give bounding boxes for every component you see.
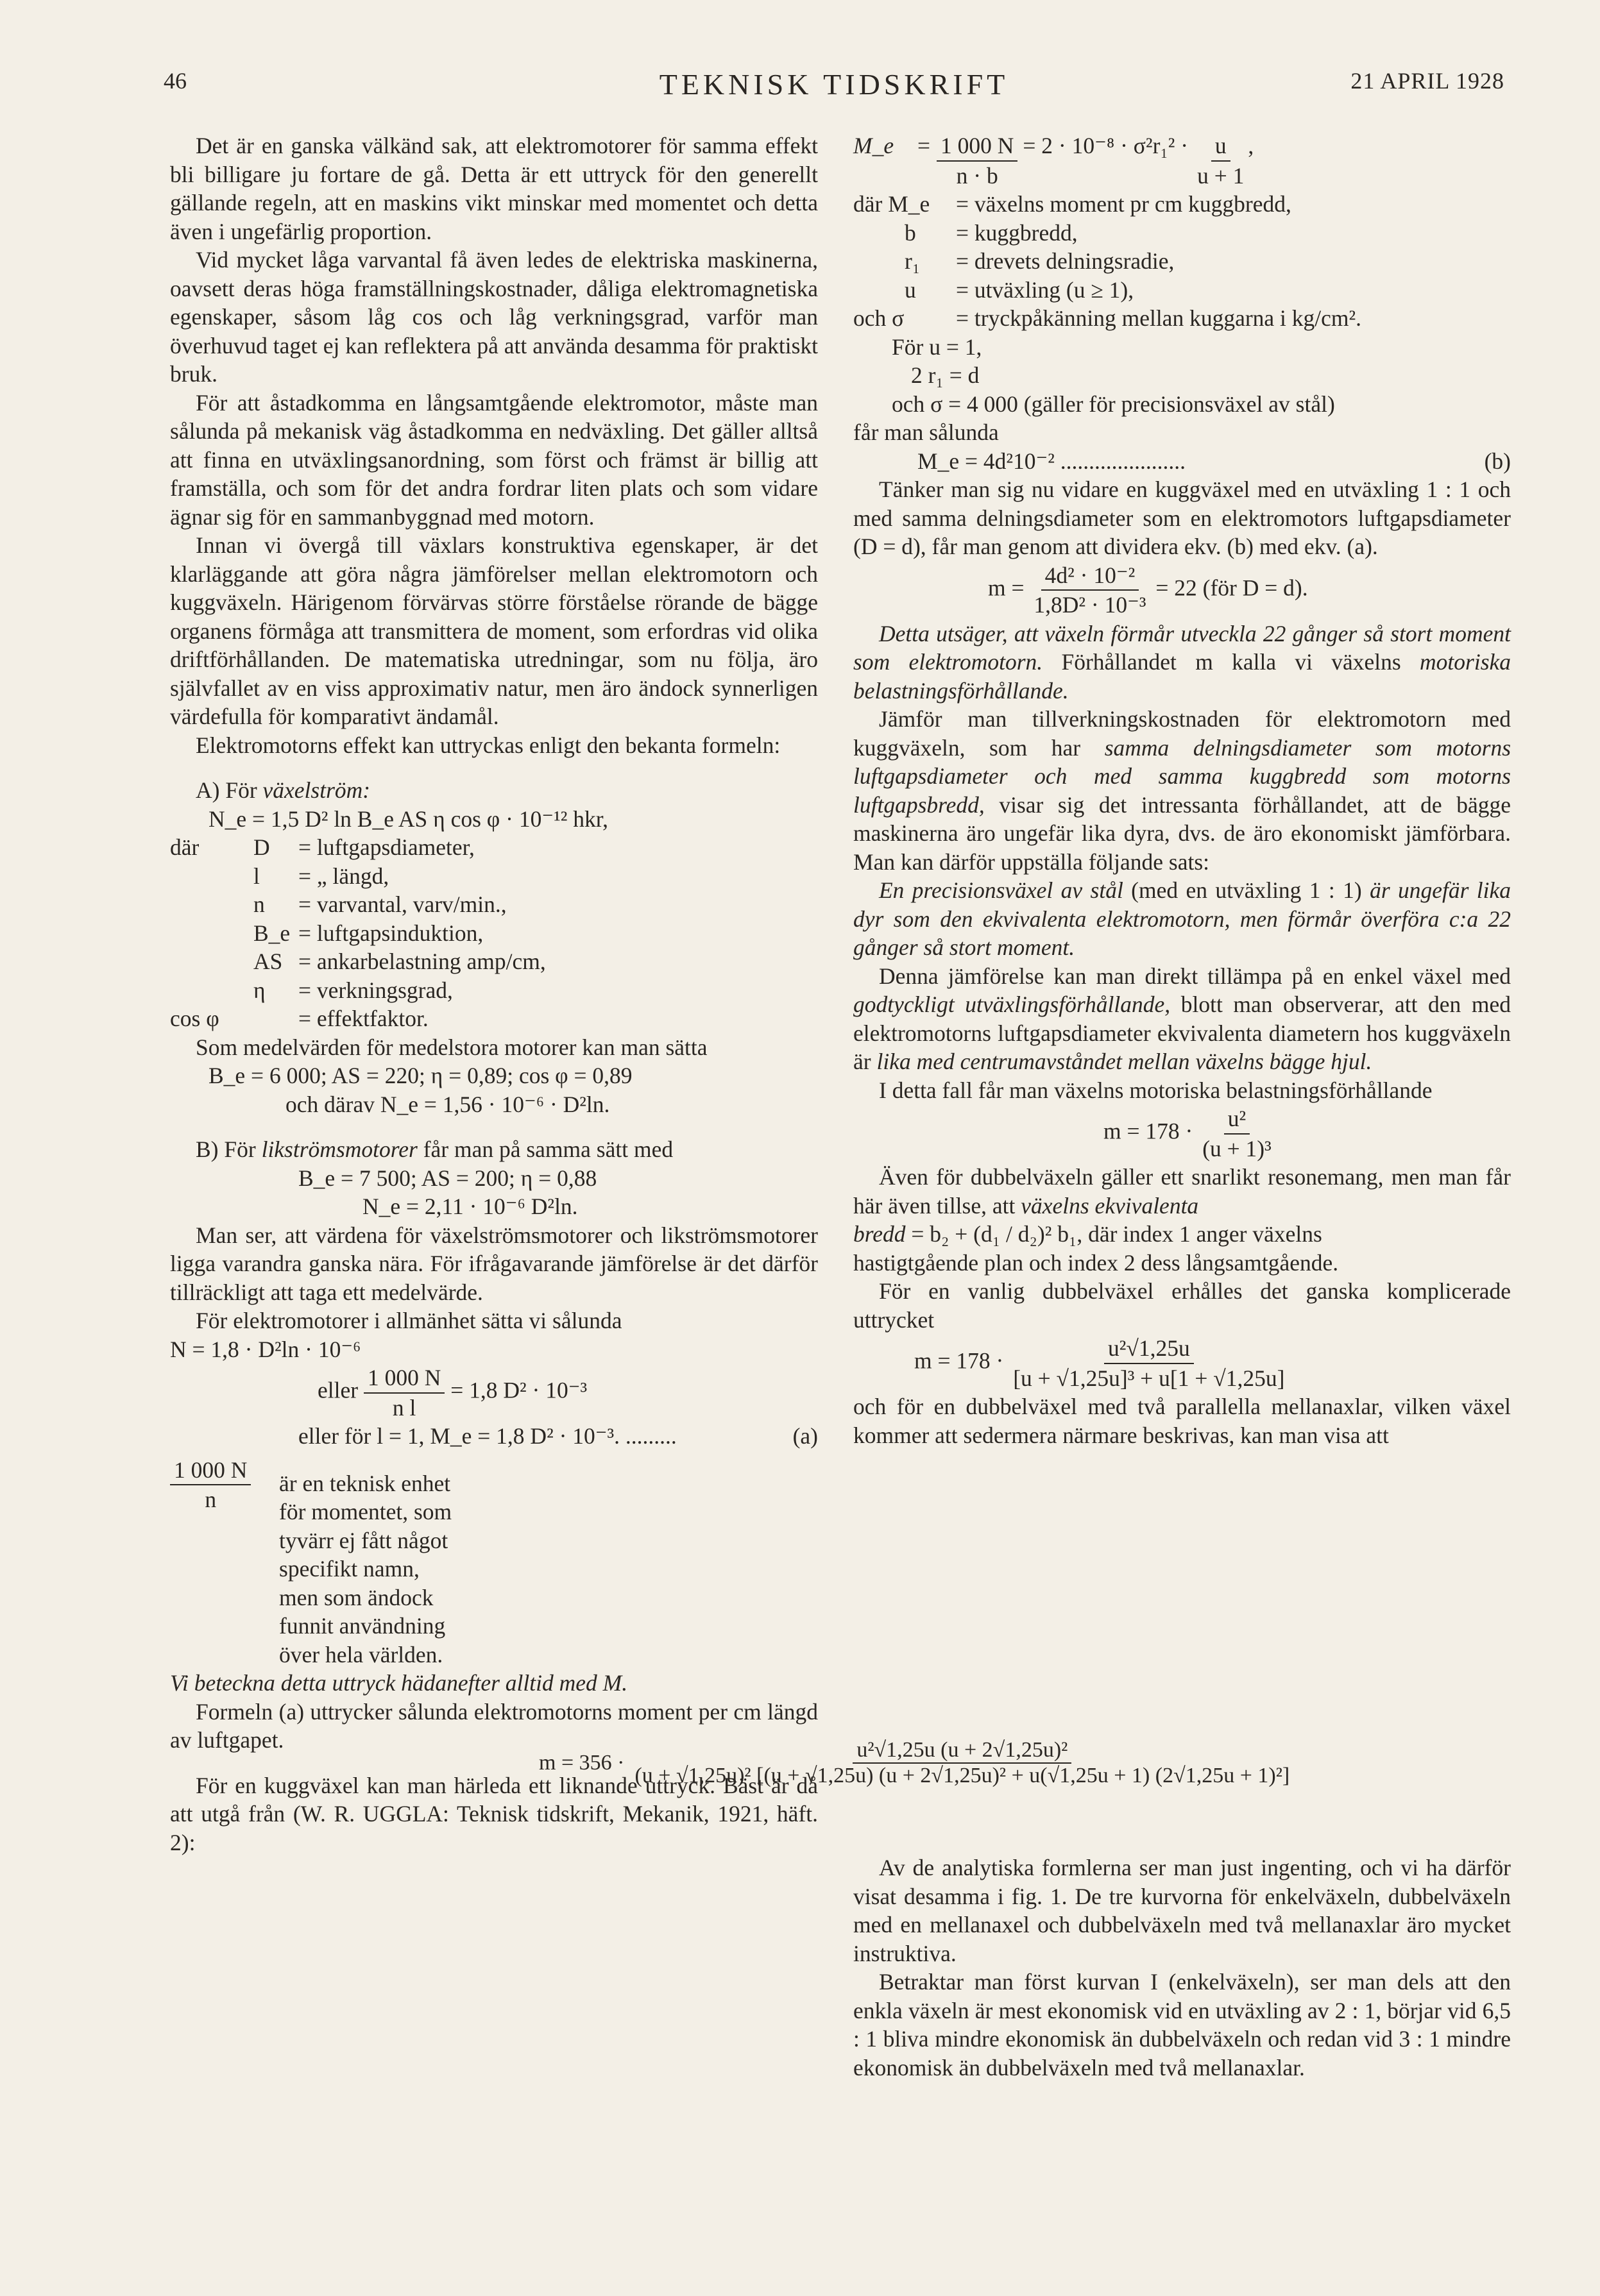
paragraph: Vid mycket låga varvantal få även ledes de elektriska maskinerna, oavsett deras höga framställningskostnader, dåliga elektromagnetiska egenskaper, såsom låg cos och låg verkningsgrad, varför man överhuvud taget ej kan reflektera på att använda desamma för praktiskt bruk. [170,247,818,387]
right-column-continued [853,1853,1511,2082]
section-a-heading: A) För växelström: [196,777,371,803]
paragraph: Betraktar man först kurvan I (enkelväxeln), ser man dels att den enkla växeln är mest ekonomisk vid en utväxling av 2 : 1, börjar vid 6,5 : 1 bliva mindre ekonomisk än dubbelväxeln och redan vid 3 : 1 mindre ekonomisk än dubbelväxeln med två mellanaxlar. [853,1969,1511,2081]
equation-tag: (b) [1484,448,1511,474]
equation-1: N = 1,8 · D²ln · 10⁻⁶ [170,1336,361,1362]
paragraph: För att åstadkomma en långsamtgående elektromotor, måste man sålunda på mekanisk väg åstadkomma en nedväxling. Det gäller alltså att finna en utväxlingsanordning, som först och främst är billig att framställa, och som för det andra fordrar liten plats och som vidare ägnar sig för en sammanbyggnad med motorn. [170,389,818,530]
fraction: $\frac{1 000 N}{\text{n l}}$ [364,1363,445,1422]
equation-a: N_e = 1,5 D² ln B_e AS η cos φ · 10⁻¹² hkr, [209,806,609,832]
def-row: AS = ankarbelastning amp/cm, [253,949,546,974]
equation-d: bredd = b₂ + (d₁ / d₂)² b₁, där index 1 anger växelns [853,1221,1322,1247]
issue-date: 21 APRIL 1928 [1350,68,1504,94]
def-row: cos φ = effektfaktor. [170,1006,429,1031]
paragraph: Även för dubbelväxeln gäller ett snarlikt resonemang, men man får här även tillse, att växelns ekvivalenta [853,1164,1511,1219]
def-row: där D = luftgapsdiameter, [170,834,475,860]
paragraph: I detta fall får man växelns motoriska belastningsförhållande [879,1077,1433,1103]
def-row: l = „ längd, [253,863,389,889]
paragraph: Elektromotorns effekt kan uttryckas enligt den bekanta formeln: [196,732,781,758]
paragraph: Detta utsäger, att växeln förmår utveckla 22 gånger så stort moment som elektromotorn. Förhållandet m kalla vi växelns motoriska belastningsförhållande. [853,620,1511,704]
def-row: B_e = luftgapsinduktion, [253,920,484,946]
paragraph: är en teknisk enhet för momentet, som tyvärr ej fått något specifikt namn, men som ändock funnit användning över hela världen. [279,1470,452,1667]
def-row: b = kuggbredd, [905,219,1078,246]
paragraph: Innan vi övergå till växlars konstruktiva egenskaper, är det klarläggande att göra några jämförelser mellan elektromotorn och kuggväxeln. Härigenom förvärvas större förståelse rörande de bägge organens förmåga att transmittera de moment, som erfordras vid olika driftförhållanden. De matematiska utredningar, som nu följa, äro självfallet av en viss approximativ natur, men äro ändock synnerligen värdefulla för komparativt ändamål. [170,532,818,729]
paragraph: Som medelvärden för medelstora motorer kan man sätta [196,1034,708,1060]
equation-c: m = 178 · $\frac{\text{u²}}{\text{(u + 1)³}}$ [1103,1106,1272,1161]
values-a-result: och därav N_e = 1,56 · 10⁻⁶ · D²ln. [285,1091,610,1117]
equation-f: m = 356 · u²√1,25u (u + 2√1,25u)² (u + √1,25u)² [(u + √1,25u) (u + 2√1,25u)² + u(√1,25u + 1) (2√1,25u + 1)²] [539,1738,1290,1787]
equation-2: eller $\frac{1 000 N}{\text{n l}}$ = 1,8 D² · 10⁻³ [170,1363,818,1422]
paragraph: Jämför man tillverkningskostnaden för elektromotorn med kuggväxeln, som har samma delningsdiameter som motorns luftgapsdiameter och med samma kuggbredd som motorns luftgapsbredd, visar sig det intressanta förhållandet, att de bägge maskinerna äro ungefär lika dyra, dvs. de äro ekonomiskt jämförbara. Man kan därför uppställa följande sats: [853,706,1511,875]
paragraph: hastigtgående plan och index 2 dess långsamtgående. [853,1249,1339,1276]
left-column [170,131,818,1857]
condition: För u = 1, [892,333,982,360]
condition: 2 r₁ = d [911,362,980,388]
paragraph: För en vanlig dubbelväxel erhålles det ganska komplicerade uttrycket [853,1278,1511,1333]
right-column [853,131,1511,1449]
paragraph: Det är en ganska välkänd sak, att elektromotorer för samma effekt bli billigare ju fortare de gå. Detta är ett uttryck för den generellt gällande regeln, att en maskins vikt minskar med momentet och detta även i ungefärlig proportion. [170,133,818,244]
fraction: $\frac{1 000 N}{n}$ [170,1456,251,1514]
running-head [164,67,1504,106]
paragraph: Man ser, att värdena för växelströmsmotorer och likströmsmotorer ligga varandra ganska nära. För ifrågavarande jämförelse är det därför tillräckligt att taga ett medelvärde. [170,1222,818,1305]
def-row: där M_e = växelns moment pr cm kuggbredd, [853,191,1291,217]
paragraph: Denna jämförelse kan man direkt tillämpa på en enkel växel med godtyckligt utväxlingsförhållande, blott man observerar, att den med elektromotorns luftgapsdiameter ekvivalenta diametern hos kuggväxeln är lika med centrumavståndet mellan växelns bägge hjul. [853,963,1511,1074]
page-number: 46 [164,68,187,94]
equation-a-final: eller för l = 1, M_e = 1,8 D² · 10⁻³. ......... (a) [170,1422,818,1451]
equation-gear-moment: M_e = $\frac{1 000 N}{n \cdot b}$ = 2 · 10⁻⁸ · σ²r₁² · $\frac{u}{u + 1}$ , [853,133,1254,189]
values-a: B_e = 6 000; AS = 220; η = 0,89; cos φ = 0,89 [209,1063,633,1088]
values-b: B_e = 7 500; AS = 200; η = 0,88 [298,1165,597,1191]
paragraph: och för en dubbelväxel med två parallella mellanaxlar, vilken växel kommer att sedermera närmare beskrivas, kan man visa att [853,1394,1511,1448]
paragraph: För elektromotorer i allmänhet sätta vi sålunda [196,1308,622,1333]
condition: och σ = 4 000 (gäller för precisionsväxel av stål) [892,391,1335,417]
journal-title: TEKNISK TIDSKRIFT [659,68,1009,101]
equation-tag: (a) [792,1423,818,1449]
def-row: u = utväxling (u ≥ 1), [905,276,1134,303]
equation-b: M_e = 4d²10⁻² ...................... (b) [853,447,1511,476]
def-row: r₁ = drevets delningsradie, [905,248,1175,274]
paragraph: Formeln (a) uttrycker sålunda elektromotorns moment per cm längd av luftgapet. [170,1698,818,1753]
paragraph: får man sålunda [853,419,999,445]
paragraph: För en kuggväxel kan man härleda ett liknande uttryck. Bäst är då att utgå från (W. R. UGGLA: Teknisk tidskrift, Mekanik, 1921, häft. 2): [170,1772,818,1855]
def-row: η = verkningsgrad, [253,977,453,1003]
def-row: och σ = tryckpåkänning mellan kuggarna i kg/cm². [853,305,1362,331]
def-row: n = varvantal, varv/min., [253,891,507,917]
section-b-heading: B) För likströmsmotorer får man på samma sätt med [196,1136,674,1162]
values-b-result: N_e = 2,11 · 10⁻⁶ D²ln. [362,1194,578,1219]
equation-e: m = 178 · $\frac{\text{u²√1,25u}}{\text{[u + √1,25u]³ + u[1 + √1,25u]}}$ [914,1335,1285,1391]
paragraph: Vi beteckna detta uttryck hädanefter alltid med M. [170,1670,628,1696]
paragraph: Av de analytiska formlerna ser man just ingenting, och vi ha därför visat desamma i fig. 1. De tre kurvorna för enkelväxeln, dubbelväxeln med en mellanaxel och dubbelväxeln med två mellanaxlar äro mycket instruktiva. [853,1855,1511,1966]
equation-m: m = $\frac{\text{4d² · 10⁻²}}{\text{1,8D² · 10⁻³}}$ = 22 (för D = d). [988,562,1308,618]
paragraph: Tänker man sig nu vidare en kuggväxel med en utväxling 1 : 1 och med samma delningsdiameter som en elektromotors luftgapsdiameter (D = d), får man genom att dividera ekv. (b) med ekv. (a). [853,477,1511,559]
theorem: En precisionsväxel av stål (med en utväxling 1 : 1) är ungefär lika dyr som den ekvivalenta elektromotorn, men förmår överföra c:a 22 gånger så stort moment. [853,877,1511,960]
